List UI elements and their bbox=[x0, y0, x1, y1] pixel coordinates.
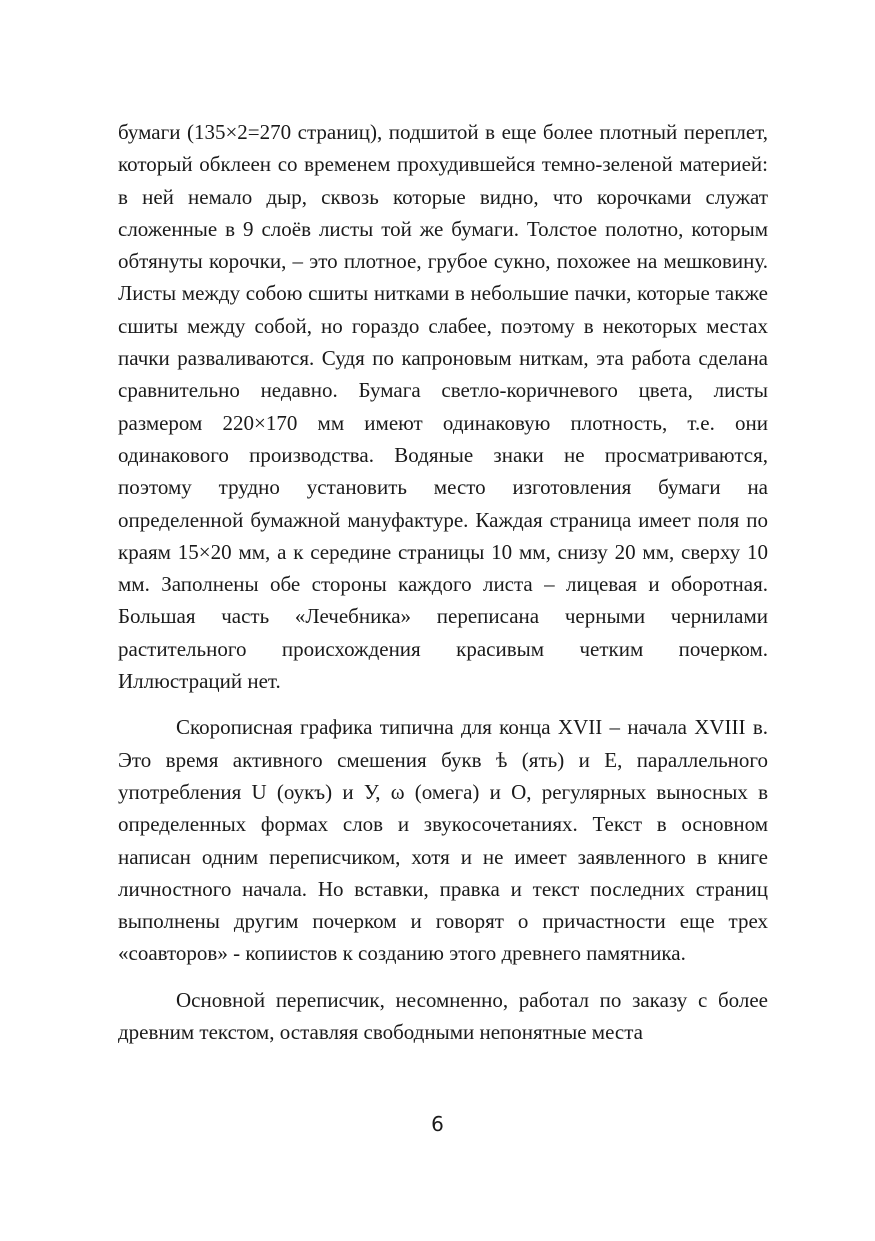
paragraph-manuscript-description: бумаги (135×2=270 страниц), подшитой в еще более плотный переплет, который обклеен со временем прохудившейся темно-зеленой материей: в ней немало дыр, сквозь которые видно, что корочками служат сложенные в 9 слоёв листы той же бумаги. Толстое полотно, которым обтянуты корочки, – это плотное, грубое сукно, похожее на мешковину. Листы между собою сшиты нитками в небольшие пачки, которые также сшиты между собой, но гораздо слабее, поэтому в некоторых местах пачки разваливаются. Судя по капроновым ниткам, эта работа сделана сравнительно недавно. Бумага светло-коричневого цвета, листы размером 220×170 мм имеют одинаковую плотность, т.е. они одинакового производства. Водяные знаки не просматриваются, поэтому трудно установить место изготовления бумаги на определенной бумажной мануфактуре. Каждая страница имеет поля по краям 15×20 мм, а к середине страницы 10 мм, снизу 20 мм, сверху 10 мм. Заполнены обе стороны каждого листа – лицевая и оборотная. Большая часть «Лечебника» переписана черными чернилами растительного происхождения красивым четким почерком. Иллюстраций нет. bbox=[118, 120, 768, 694]
document-body bbox=[118, 116, 768, 1048]
page-number: 6 bbox=[431, 1112, 444, 1136]
paragraph-script-graphics: Скорописная графика типична для конца XVII – начала XVIII в. Это время активного смешения букв ѣ (ять) и Е, параллельного употребления U (оукъ) и У, ω (омега) и О, регулярных выносных в определенных формах слов и звукосочетаниях. Текст в основном написан одним переписчиком, хотя и не имеет заявленного в книге личностного начала. Но вставки, правка и текст последних страниц выполнены другим почерком и говорят о причастности еще трех «соавторов» - копиистов к созданию этого древнего памятника. bbox=[118, 715, 768, 966]
paragraph-main-copyist: Основной переписчик, несомненно, работал по заказу с более древним текстом, оставляя свободными непонятные места bbox=[118, 987, 768, 1045]
